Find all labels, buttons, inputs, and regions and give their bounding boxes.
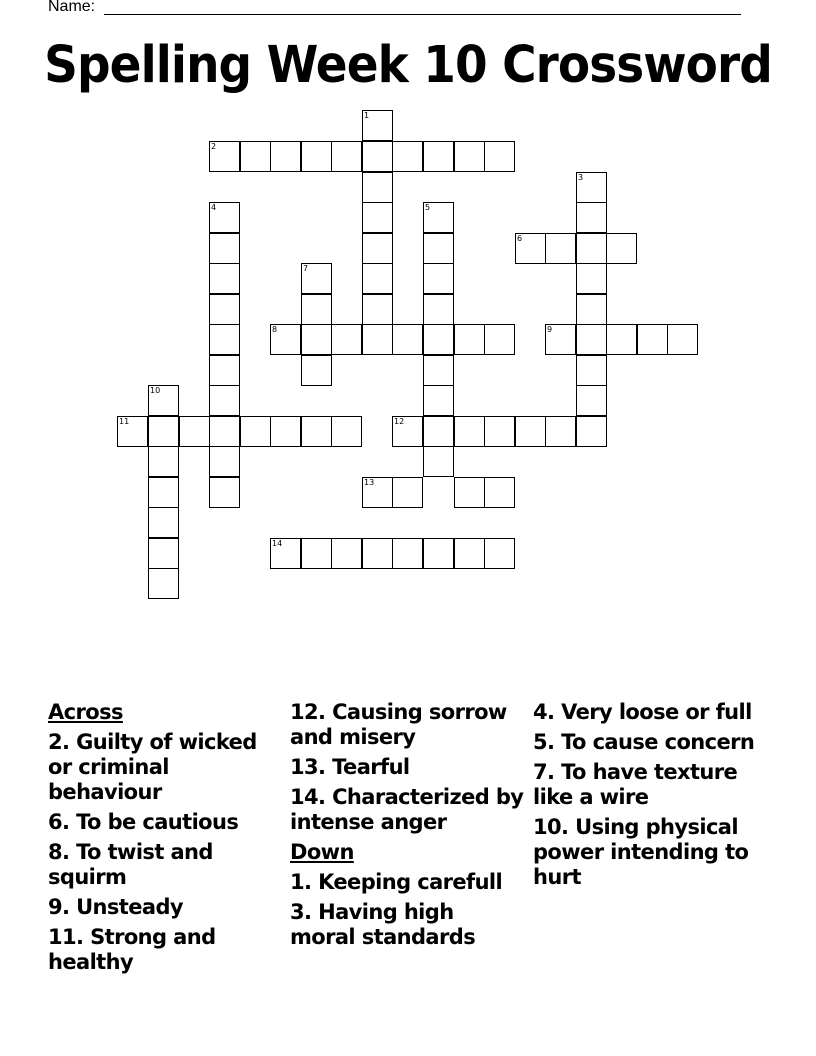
clue-number: 2.: [48, 730, 70, 754]
crossword-cell[interactable]: [576, 324, 607, 355]
crossword-cell[interactable]: [576, 416, 607, 447]
clue-number: 3.: [290, 900, 312, 924]
crossword-cell[interactable]: [423, 355, 454, 386]
clue-down-3: [290, 900, 525, 950]
crossword-cell[interactable]: [148, 385, 179, 416]
crossword-cell[interactable]: [392, 477, 423, 508]
crossword-cell[interactable]: [301, 538, 332, 569]
crossword-cell[interactable]: [392, 324, 423, 355]
crossword-cell[interactable]: [331, 324, 362, 355]
crossword-cell[interactable]: [209, 477, 240, 508]
crossword-cell[interactable]: [148, 538, 179, 569]
crossword-cell[interactable]: [606, 324, 637, 355]
crossword-cell[interactable]: [301, 263, 332, 294]
crossword-cell[interactable]: [362, 294, 393, 325]
clue-number: 1.: [290, 870, 312, 894]
cell-number: 2: [211, 142, 217, 151]
across-heading: Across: [48, 700, 123, 724]
crossword-cell[interactable]: [270, 416, 301, 447]
clue-text: Using physical power intending to hurt: [533, 815, 749, 889]
crossword-cell[interactable]: [117, 416, 148, 447]
crossword-cell[interactable]: [209, 294, 240, 325]
clue-down-10: [533, 815, 768, 890]
cell-number: 7: [303, 264, 309, 273]
clue-text: Strong and healthy: [48, 925, 216, 974]
clue-across-12: [290, 700, 525, 750]
crossword-cell[interactable]: [545, 233, 576, 264]
crossword-cell[interactable]: [515, 233, 546, 264]
cell-number: 10: [150, 386, 161, 395]
crossword-cell[interactable]: [454, 538, 485, 569]
crossword-cell[interactable]: [209, 385, 240, 416]
crossword-cell[interactable]: [576, 202, 607, 233]
crossword-cell[interactable]: [209, 202, 240, 233]
clue-number: 9.: [48, 895, 70, 919]
clue-number: 4.: [533, 700, 555, 724]
clue-text: Tearful: [332, 755, 410, 779]
cell-number: 13: [364, 478, 375, 487]
crossword-cell[interactable]: [209, 355, 240, 386]
crossword-cell[interactable]: [362, 172, 393, 203]
clue-across-9: [48, 895, 283, 920]
clue-text: Very loose or full: [561, 700, 752, 724]
crossword-cell[interactable]: [148, 477, 179, 508]
crossword-cell[interactable]: [148, 446, 179, 477]
crossword-cell[interactable]: [392, 416, 423, 447]
clue-down-1: [290, 870, 525, 895]
crossword-cell[interactable]: [484, 538, 515, 569]
crossword-cell[interactable]: [423, 233, 454, 264]
crossword-cell[interactable]: [362, 263, 393, 294]
clue-across-2: [48, 730, 283, 805]
cell-number: 11: [119, 417, 130, 426]
crossword-cell[interactable]: [576, 355, 607, 386]
crossword-cell[interactable]: [667, 324, 698, 355]
crossword-cell[interactable]: [148, 568, 179, 599]
crossword-cell[interactable]: [392, 538, 423, 569]
crossword-cell[interactable]: [209, 324, 240, 355]
clue-number: 10.: [533, 815, 569, 839]
clues-column-2: [290, 700, 525, 955]
clue-number: 11.: [48, 925, 84, 949]
crossword-cell[interactable]: [576, 263, 607, 294]
crossword-cell[interactable]: [423, 294, 454, 325]
clue-down-7: [533, 760, 768, 810]
crossword-cell[interactable]: [301, 416, 332, 447]
clue-number: 13.: [290, 755, 326, 779]
crossword-cell[interactable]: [301, 355, 332, 386]
crossword-cell[interactable]: [362, 202, 393, 233]
crossword-cell[interactable]: [209, 446, 240, 477]
clue-text: Causing sorrow and misery: [290, 700, 507, 749]
clue-number: 7.: [533, 760, 555, 784]
crossword-cell[interactable]: [423, 385, 454, 416]
cell-number: 5: [425, 203, 431, 212]
clue-down-5: [533, 730, 768, 755]
crossword-cell[interactable]: [209, 416, 240, 447]
crossword-cell[interactable]: [392, 141, 423, 172]
crossword-cell[interactable]: [270, 141, 301, 172]
clue-number: 12.: [290, 700, 326, 724]
crossword-cell[interactable]: [362, 110, 393, 141]
crossword-cell[interactable]: [576, 294, 607, 325]
crossword-cell[interactable]: [423, 324, 454, 355]
crossword-cell[interactable]: [454, 324, 485, 355]
crossword-cell[interactable]: [545, 416, 576, 447]
crossword-cell[interactable]: [240, 141, 271, 172]
clue-down-4: [533, 700, 768, 725]
crossword-cell[interactable]: [301, 141, 332, 172]
crossword-cell[interactable]: [331, 141, 362, 172]
name-label: Name:: [48, 0, 96, 15]
crossword-cell[interactable]: [301, 324, 332, 355]
crossword-cell[interactable]: [423, 538, 454, 569]
crossword-cell[interactable]: [484, 477, 515, 508]
cell-number: 8: [272, 325, 278, 334]
crossword-cell[interactable]: [362, 141, 393, 172]
crossword-cell[interactable]: [301, 294, 332, 325]
crossword-cell[interactable]: [209, 233, 240, 264]
clue-text: To be cautious: [76, 810, 239, 834]
crossword-cell[interactable]: [209, 263, 240, 294]
clue-text: To twist and squirm: [48, 840, 213, 889]
crossword-cell[interactable]: [423, 141, 454, 172]
crossword-cell[interactable]: [454, 141, 485, 172]
crossword-cell[interactable]: [148, 507, 179, 538]
cell-number: 9: [547, 325, 553, 334]
crossword-cell[interactable]: [637, 324, 668, 355]
crossword-cell[interactable]: [454, 416, 485, 447]
clue-number: 6.: [48, 810, 70, 834]
crossword-cell[interactable]: [484, 141, 515, 172]
clue-number: 8.: [48, 840, 70, 864]
crossword-cell[interactable]: [331, 538, 362, 569]
crossword-cell[interactable]: [362, 233, 393, 264]
crossword-cell[interactable]: [423, 416, 454, 447]
clue-across-14: [290, 785, 525, 835]
crossword-cell[interactable]: [179, 416, 210, 447]
cell-number: 1: [364, 111, 370, 120]
page-title: Spelling Week 10 Crossword: [44, 36, 772, 95]
crossword-cell[interactable]: [270, 538, 301, 569]
crossword-cell[interactable]: [545, 324, 576, 355]
crossword-cell[interactable]: [515, 416, 546, 447]
crossword-cell[interactable]: [423, 446, 454, 477]
clue-number: 5.: [533, 730, 555, 754]
crossword-cell[interactable]: [576, 233, 607, 264]
crossword-cell[interactable]: [209, 141, 240, 172]
clue-text: Keeping carefull: [318, 870, 503, 894]
cell-number: 3: [578, 173, 584, 182]
clue-across-6: [48, 810, 283, 835]
cell-number: 6: [517, 234, 523, 243]
crossword-cell[interactable]: [362, 324, 393, 355]
crossword-cell[interactable]: [362, 538, 393, 569]
crossword-cell[interactable]: [454, 477, 485, 508]
crossword-cell[interactable]: [270, 324, 301, 355]
cell-number: 4: [211, 203, 217, 212]
crossword-cell[interactable]: [606, 233, 637, 264]
clues-column-1: [48, 700, 283, 980]
cell-number: 12: [394, 417, 405, 426]
clue-text: Having high moral standards: [290, 900, 476, 949]
clues-column-3: [533, 700, 768, 895]
crossword-cell[interactable]: [576, 385, 607, 416]
clue-across-8: [48, 840, 283, 890]
crossword-cell[interactable]: [576, 172, 607, 203]
clue-text: Unsteady: [76, 895, 183, 919]
down-heading: Down: [290, 840, 354, 864]
cell-number: 14: [272, 539, 283, 548]
crossword-cell[interactable]: [423, 202, 454, 233]
clue-text: To cause concern: [561, 730, 755, 754]
crossword-cell[interactable]: [362, 477, 393, 508]
crossword-cell[interactable]: [423, 263, 454, 294]
crossword-cell[interactable]: [484, 324, 515, 355]
crossword-cell[interactable]: [331, 416, 362, 447]
clue-text: Guilty of wicked or criminal behaviour: [48, 730, 257, 804]
clue-number: 14.: [290, 785, 326, 809]
clue-across-11: [48, 925, 283, 975]
crossword-cell[interactable]: [148, 416, 179, 447]
clue-text: To have texture like a wire: [533, 760, 738, 809]
crossword-cell[interactable]: [240, 416, 271, 447]
clue-text: Characterized by intense anger: [290, 785, 524, 834]
clue-across-13: [290, 755, 525, 780]
crossword-cell[interactable]: [484, 416, 515, 447]
